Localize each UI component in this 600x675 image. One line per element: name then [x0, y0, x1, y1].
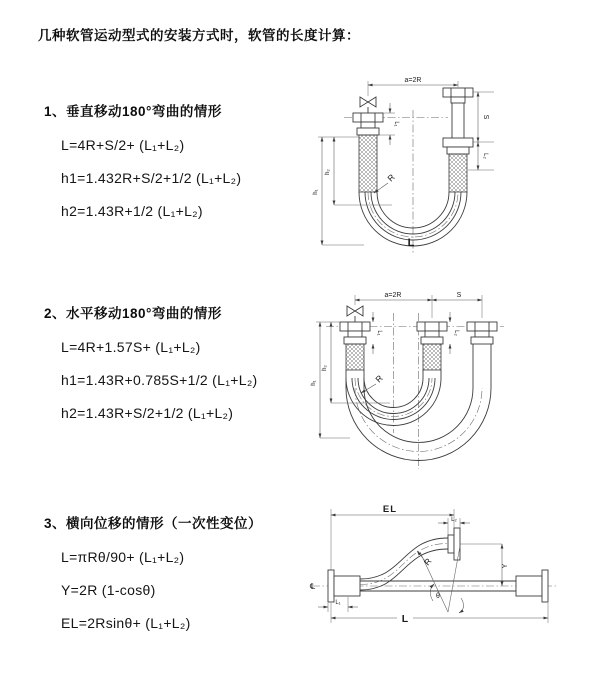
diagram-lateral-displacement — [302, 500, 598, 662]
dimension-l1 — [379, 103, 399, 145]
dim-label-l2: L₂ — [453, 330, 459, 336]
dimension-s — [468, 92, 494, 170]
dimension-h2 — [325, 137, 392, 205]
dim-label-h1: h₁ — [313, 189, 319, 195]
pipe-walls — [346, 344, 491, 388]
dim-label-a2r: a=2R — [404, 77, 422, 84]
hose-curve — [360, 538, 448, 590]
section-2 — [44, 302, 258, 421]
dim-label-l1: L₁ — [335, 600, 341, 606]
dimension-l2 — [450, 312, 459, 354]
label-r: R — [421, 556, 434, 568]
diagram-vertical-180-bend — [302, 72, 588, 262]
formula-h1: h1=1.432R+S/2+1/2 (L₁+L₂) — [61, 170, 242, 186]
dim-label-el: EL — [382, 504, 398, 515]
page-title: 几种软管运动型式的安装方式时，软管的长度计算： — [38, 28, 360, 43]
dim-label-s: S — [456, 292, 462, 299]
label-r: R — [373, 373, 385, 385]
section-1-heading: 1、垂直移动180°弯曲的情形 — [44, 104, 222, 119]
label-l: L — [407, 237, 415, 249]
dimension-l1 — [318, 597, 358, 612]
centerline-symbol: ℄ — [310, 582, 316, 591]
flange-middle-original — [417, 322, 447, 344]
flange-right-moved — [443, 88, 473, 103]
dim-label-h2: h₂ — [322, 365, 328, 371]
dimension-l — [331, 603, 548, 625]
dim-label-l: L — [401, 613, 409, 625]
label-theta: θ — [436, 593, 440, 600]
formula-length: L=4R+1.57S+ (L₁+L₂) — [61, 339, 201, 355]
dimension-y — [502, 544, 509, 586]
flange-upper-displaced — [448, 528, 502, 560]
dimension-h1 — [313, 137, 364, 245]
formula-length: L=4R+S/2+ (L₁+L₂) — [61, 137, 185, 153]
formula-h2: h2=1.43R+1/2 (L₁+L₂) — [61, 203, 203, 219]
flange-right-moved — [467, 322, 497, 344]
dim-label-l1: L₁ — [393, 121, 399, 127]
flange-left — [353, 113, 383, 135]
flange-right-original — [443, 138, 473, 154]
braided-hose-section — [449, 154, 467, 192]
formula-length: L=πRθ/90+ (L₁+L₂) — [61, 549, 185, 565]
section-1 — [44, 100, 241, 219]
dim-label-a2r: a=2R — [384, 292, 402, 299]
valve-icon — [360, 97, 376, 113]
flange-left — [328, 570, 360, 602]
diagram-horizontal-180-bend — [302, 283, 598, 475]
dimension-l1 — [373, 312, 382, 354]
dim-label-l2: L₂ — [482, 153, 488, 159]
dimension-el — [331, 504, 454, 570]
section-2-heading: 2、水平移动180°弯曲的情形 — [44, 306, 222, 321]
dim-label-y: Y — [502, 563, 509, 569]
formula-h1: h1=1.43R+0.785S+1/2 (L₁+L₂) — [61, 372, 258, 388]
braided-hose-section — [423, 344, 441, 370]
label-r: R — [385, 172, 397, 184]
formula-el: EL=2Rsinθ+ (L₁+L₂) — [61, 615, 191, 631]
dim-label-h1: h₁ — [311, 380, 317, 386]
braided-hose-section — [346, 344, 364, 370]
dim-label-s: S — [482, 114, 489, 120]
formula-h2: h2=1.43R+S/2+1/2 (L₁+L₂) — [61, 405, 234, 421]
dim-label-l2: L₂ — [451, 517, 457, 523]
dim-label-h2: h₂ — [325, 169, 331, 175]
flange-left — [340, 322, 370, 344]
braided-hose-section — [359, 135, 377, 192]
radius-leader — [374, 172, 397, 193]
dim-label-l1: L₁ — [376, 330, 382, 336]
section-3 — [44, 512, 262, 631]
valve-icon — [347, 306, 363, 322]
section-3-heading: 3、横向位移的情形（一次性变位） — [44, 516, 263, 531]
formula-y: Y=2R (1-cosθ) — [61, 582, 156, 598]
